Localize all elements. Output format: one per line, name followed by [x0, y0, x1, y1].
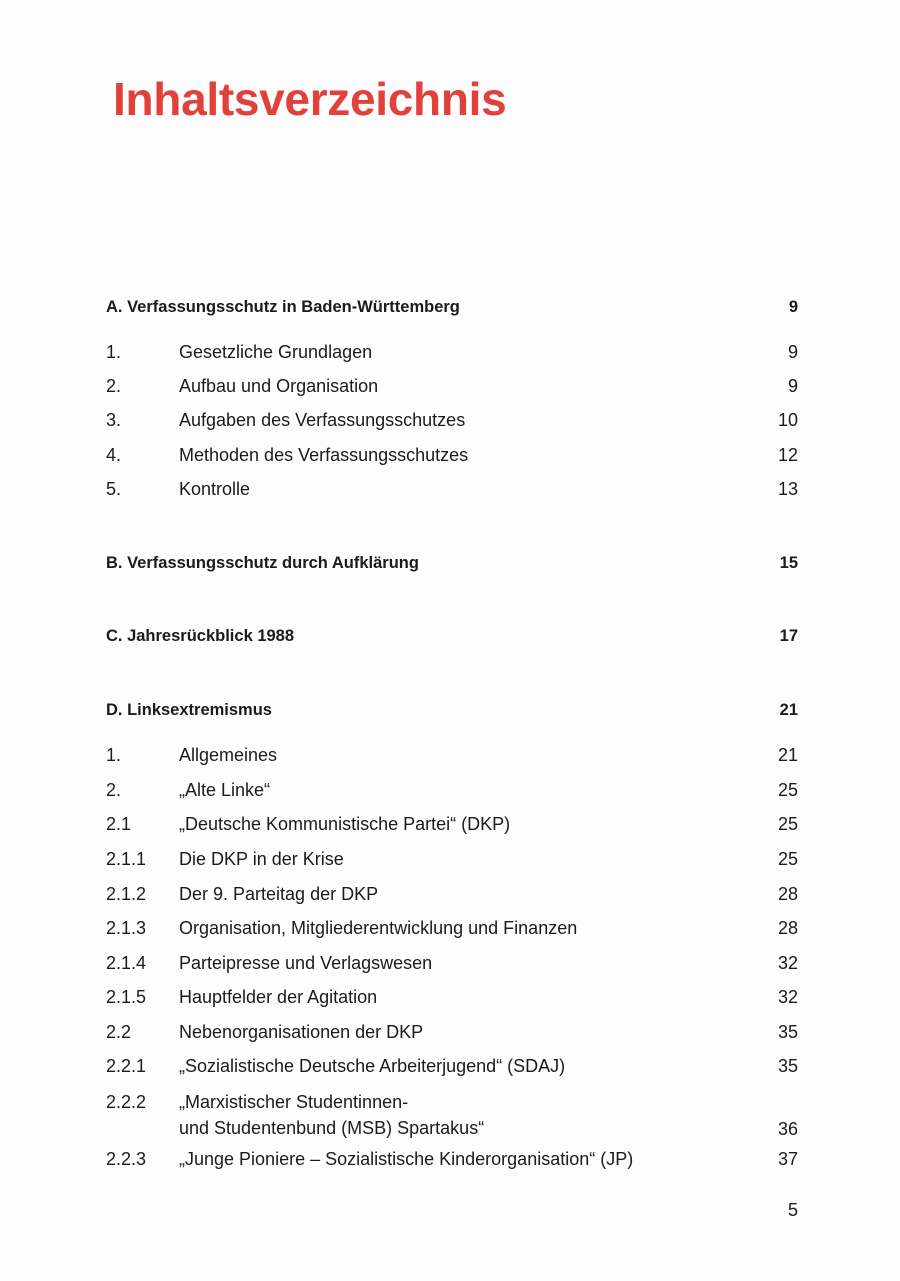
entry-page: 36 — [777, 1119, 798, 1139]
entry-number: 2.1 — [106, 814, 132, 834]
entry-number: 1. — [106, 342, 122, 362]
toc-entry-d-1 — [106, 741, 798, 769]
entry-number: 3. — [106, 410, 122, 430]
entry-page: 12 — [777, 445, 798, 465]
entry-number: 2. — [106, 376, 122, 396]
entry-title: Gesetzliche Grundlagen — [179, 342, 373, 362]
entry-title: Die DKP in der Krise — [179, 849, 344, 869]
entry-title: „Deutsche Kommunistische Partei“ (DKP) — [179, 814, 511, 834]
toc-section-b — [106, 549, 798, 577]
entry-number: 2.2.1 — [106, 1056, 147, 1076]
entry-page: 35 — [777, 1056, 798, 1076]
entry-page: 10 — [777, 410, 798, 430]
entry-title: Der 9. Parteitag der DKP — [179, 884, 379, 904]
entry-number: 4. — [106, 445, 122, 465]
toc-entry-a-4 — [106, 441, 798, 469]
entry-number: 5. — [106, 479, 122, 499]
entry-page: 9 — [787, 376, 798, 396]
toc-entry-d-4 — [106, 845, 798, 873]
entry-title: Nebenorganisationen der DKP — [179, 1022, 424, 1042]
entry-number: 2.1.1 — [106, 849, 147, 869]
entry-number: 2.1.2 — [106, 884, 147, 904]
entry-number: 2.1.5 — [106, 987, 147, 1007]
entry-page: 9 — [787, 342, 798, 362]
entry-number: 2.2 — [106, 1022, 132, 1042]
section-label: D. Linksextremismus — [106, 701, 272, 719]
entry-page: 25 — [777, 814, 798, 834]
toc-entry-d-10 — [106, 1052, 798, 1080]
entry-title: Parteipresse und Verlagswesen — [179, 953, 433, 973]
toc-section-c — [106, 622, 798, 650]
entry-page: 32 — [777, 953, 798, 973]
toc-entry-a-5 — [106, 475, 798, 503]
entry-title: Aufgaben des Verfassungsschutzes — [179, 410, 466, 430]
section-page: 9 — [788, 298, 798, 316]
section-label: B. Verfassungsschutz durch Aufklärung — [106, 554, 419, 572]
entry-number: 2.1.4 — [106, 953, 147, 973]
entry-number: 2. — [106, 780, 122, 800]
toc-entry-d-6 — [106, 914, 798, 942]
entry-title — [179, 1089, 484, 1141]
toc-section-a — [106, 293, 798, 321]
entry-page: 35 — [777, 1022, 798, 1042]
section-label: A. Verfassungsschutz in Baden-Württemberg — [106, 298, 460, 316]
toc-entry-d-11 — [106, 1088, 798, 1144]
entry-page: 32 — [777, 987, 798, 1007]
entry-title: Hauptfelder der Agitation — [179, 987, 378, 1007]
entry-title: Organisation, Mitgliederentwicklung und Finanzen — [179, 918, 578, 938]
toc-entry-d-5 — [106, 880, 798, 908]
entry-page: 13 — [777, 479, 798, 499]
entry-title-line-2: und Studentenbund (MSB) Spartakus“ — [179, 1118, 485, 1138]
entry-title-line-1: „Marxistischer Studentinnen- — [179, 1092, 409, 1112]
entry-title: „Alte Linke“ — [179, 780, 271, 800]
entry-number: 2.1.3 — [106, 918, 147, 938]
toc-entry-a-3 — [106, 406, 798, 434]
entry-title: Allgemeines — [179, 745, 278, 765]
toc-entry-d-2 — [106, 776, 798, 804]
page-title: Inhaltsverzeichnis — [113, 73, 507, 125]
toc-section-d — [106, 696, 798, 724]
toc-entry-a-2 — [106, 372, 798, 400]
section-page: 17 — [779, 627, 798, 645]
entry-page: 21 — [777, 745, 798, 765]
entry-number: 2.2.3 — [106, 1149, 147, 1169]
entry-page: 37 — [777, 1149, 798, 1169]
entry-title: Methoden des Verfassungsschutzes — [179, 445, 469, 465]
entry-page: 28 — [777, 884, 798, 904]
toc-entry-d-8 — [106, 983, 798, 1011]
entry-page: 25 — [777, 780, 798, 800]
toc-entry-d-9 — [106, 1018, 798, 1046]
entry-title: Aufbau und Organisation — [179, 376, 379, 396]
section-label: C. Jahresrückblick 1988 — [106, 627, 295, 645]
entry-page: 25 — [777, 849, 798, 869]
page-number: 5 — [787, 1200, 798, 1220]
entry-title: „Junge Pioniere – Sozialistische Kinderorganisation“ (JP) — [179, 1149, 634, 1169]
entry-title: „Sozialistische Deutsche Arbeiterjugend“ (SDAJ) — [179, 1056, 566, 1076]
toc-entry-d-12 — [106, 1145, 798, 1173]
toc-entry-d-7 — [106, 949, 798, 977]
section-page: 21 — [779, 701, 798, 719]
section-page: 15 — [779, 554, 798, 572]
entry-title: Kontrolle — [179, 479, 251, 499]
toc-entry-a-1 — [106, 338, 798, 366]
toc-entry-d-3 — [106, 810, 798, 838]
entry-page: 28 — [777, 918, 798, 938]
entry-number: 1. — [106, 745, 122, 765]
entry-number: 2.2.2 — [106, 1092, 147, 1112]
